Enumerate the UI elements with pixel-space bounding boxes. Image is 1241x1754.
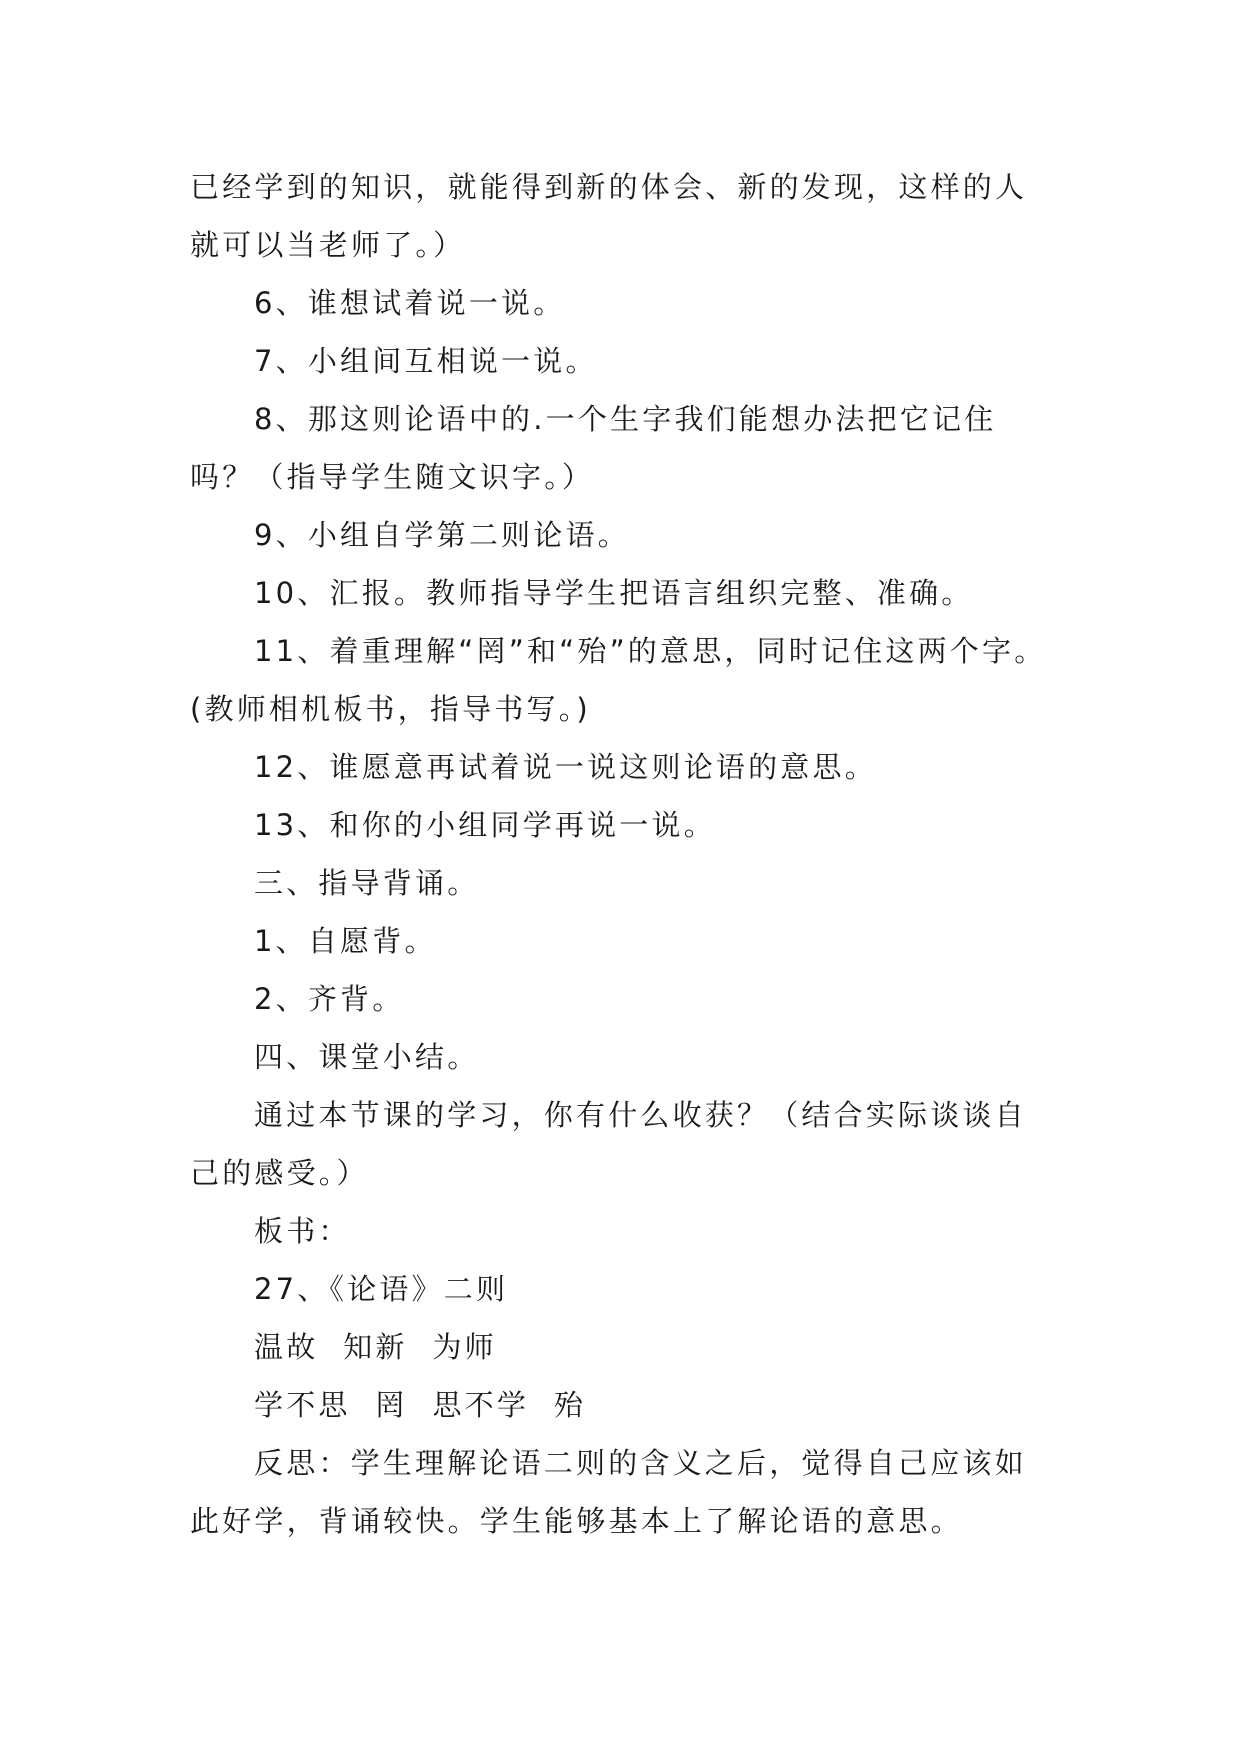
step-6: 6、谁想试着说一说。 bbox=[254, 286, 566, 320]
board-line-2: 学不思 罔 思不学 殆 bbox=[254, 1388, 587, 1422]
step-13: 13、和你的小组同学再说一说。 bbox=[254, 808, 716, 842]
document-body bbox=[190, 158, 1050, 1550]
step-12: 12、谁愿意再试着说一说这则论语的意思。 bbox=[254, 750, 877, 784]
reflection-paragraph: 反思：学生理解论语二则的含义之后，觉得自己应该如此好学，背诵较快。学生能够基本上了解论语的意思。 bbox=[190, 1446, 1027, 1538]
step-7: 7、小组间互相说一说。 bbox=[254, 344, 598, 378]
step-9: 9、小组自学第二则论语。 bbox=[254, 518, 630, 552]
board-line-1: 温故 知新 为师 bbox=[254, 1330, 497, 1364]
section-3-item-2: 2、齐背。 bbox=[254, 982, 405, 1016]
step-11: 11、着重理解“罔”和“殆”的意思，同时记住这两个字。(教师相机板书，指导书写。) bbox=[190, 634, 1047, 726]
board-label: 板书： bbox=[254, 1214, 351, 1248]
section-heading-3: 三、指导背诵。 bbox=[254, 866, 480, 900]
section-heading-4: 四、课堂小结。 bbox=[254, 1040, 480, 1074]
step-10: 10、汇报。教师指导学生把语言组织完整、准确。 bbox=[254, 576, 974, 610]
paragraph-continued: 已经学到的知识，就能得到新的体会、新的发现，这样的人就可以当老师了。） bbox=[190, 170, 1028, 262]
summary-question: 通过本节课的学习，你有什么收获？（结合实际谈谈自己的感受。） bbox=[190, 1098, 1027, 1190]
board-title: 27、《论语》二则 bbox=[254, 1272, 509, 1306]
section-3-item-1: 1、自愿背。 bbox=[254, 924, 437, 958]
step-8: 8、那这则论语中的.一个生字我们能想办法把它记住吗？（指导学生随文识字。） bbox=[190, 402, 997, 494]
